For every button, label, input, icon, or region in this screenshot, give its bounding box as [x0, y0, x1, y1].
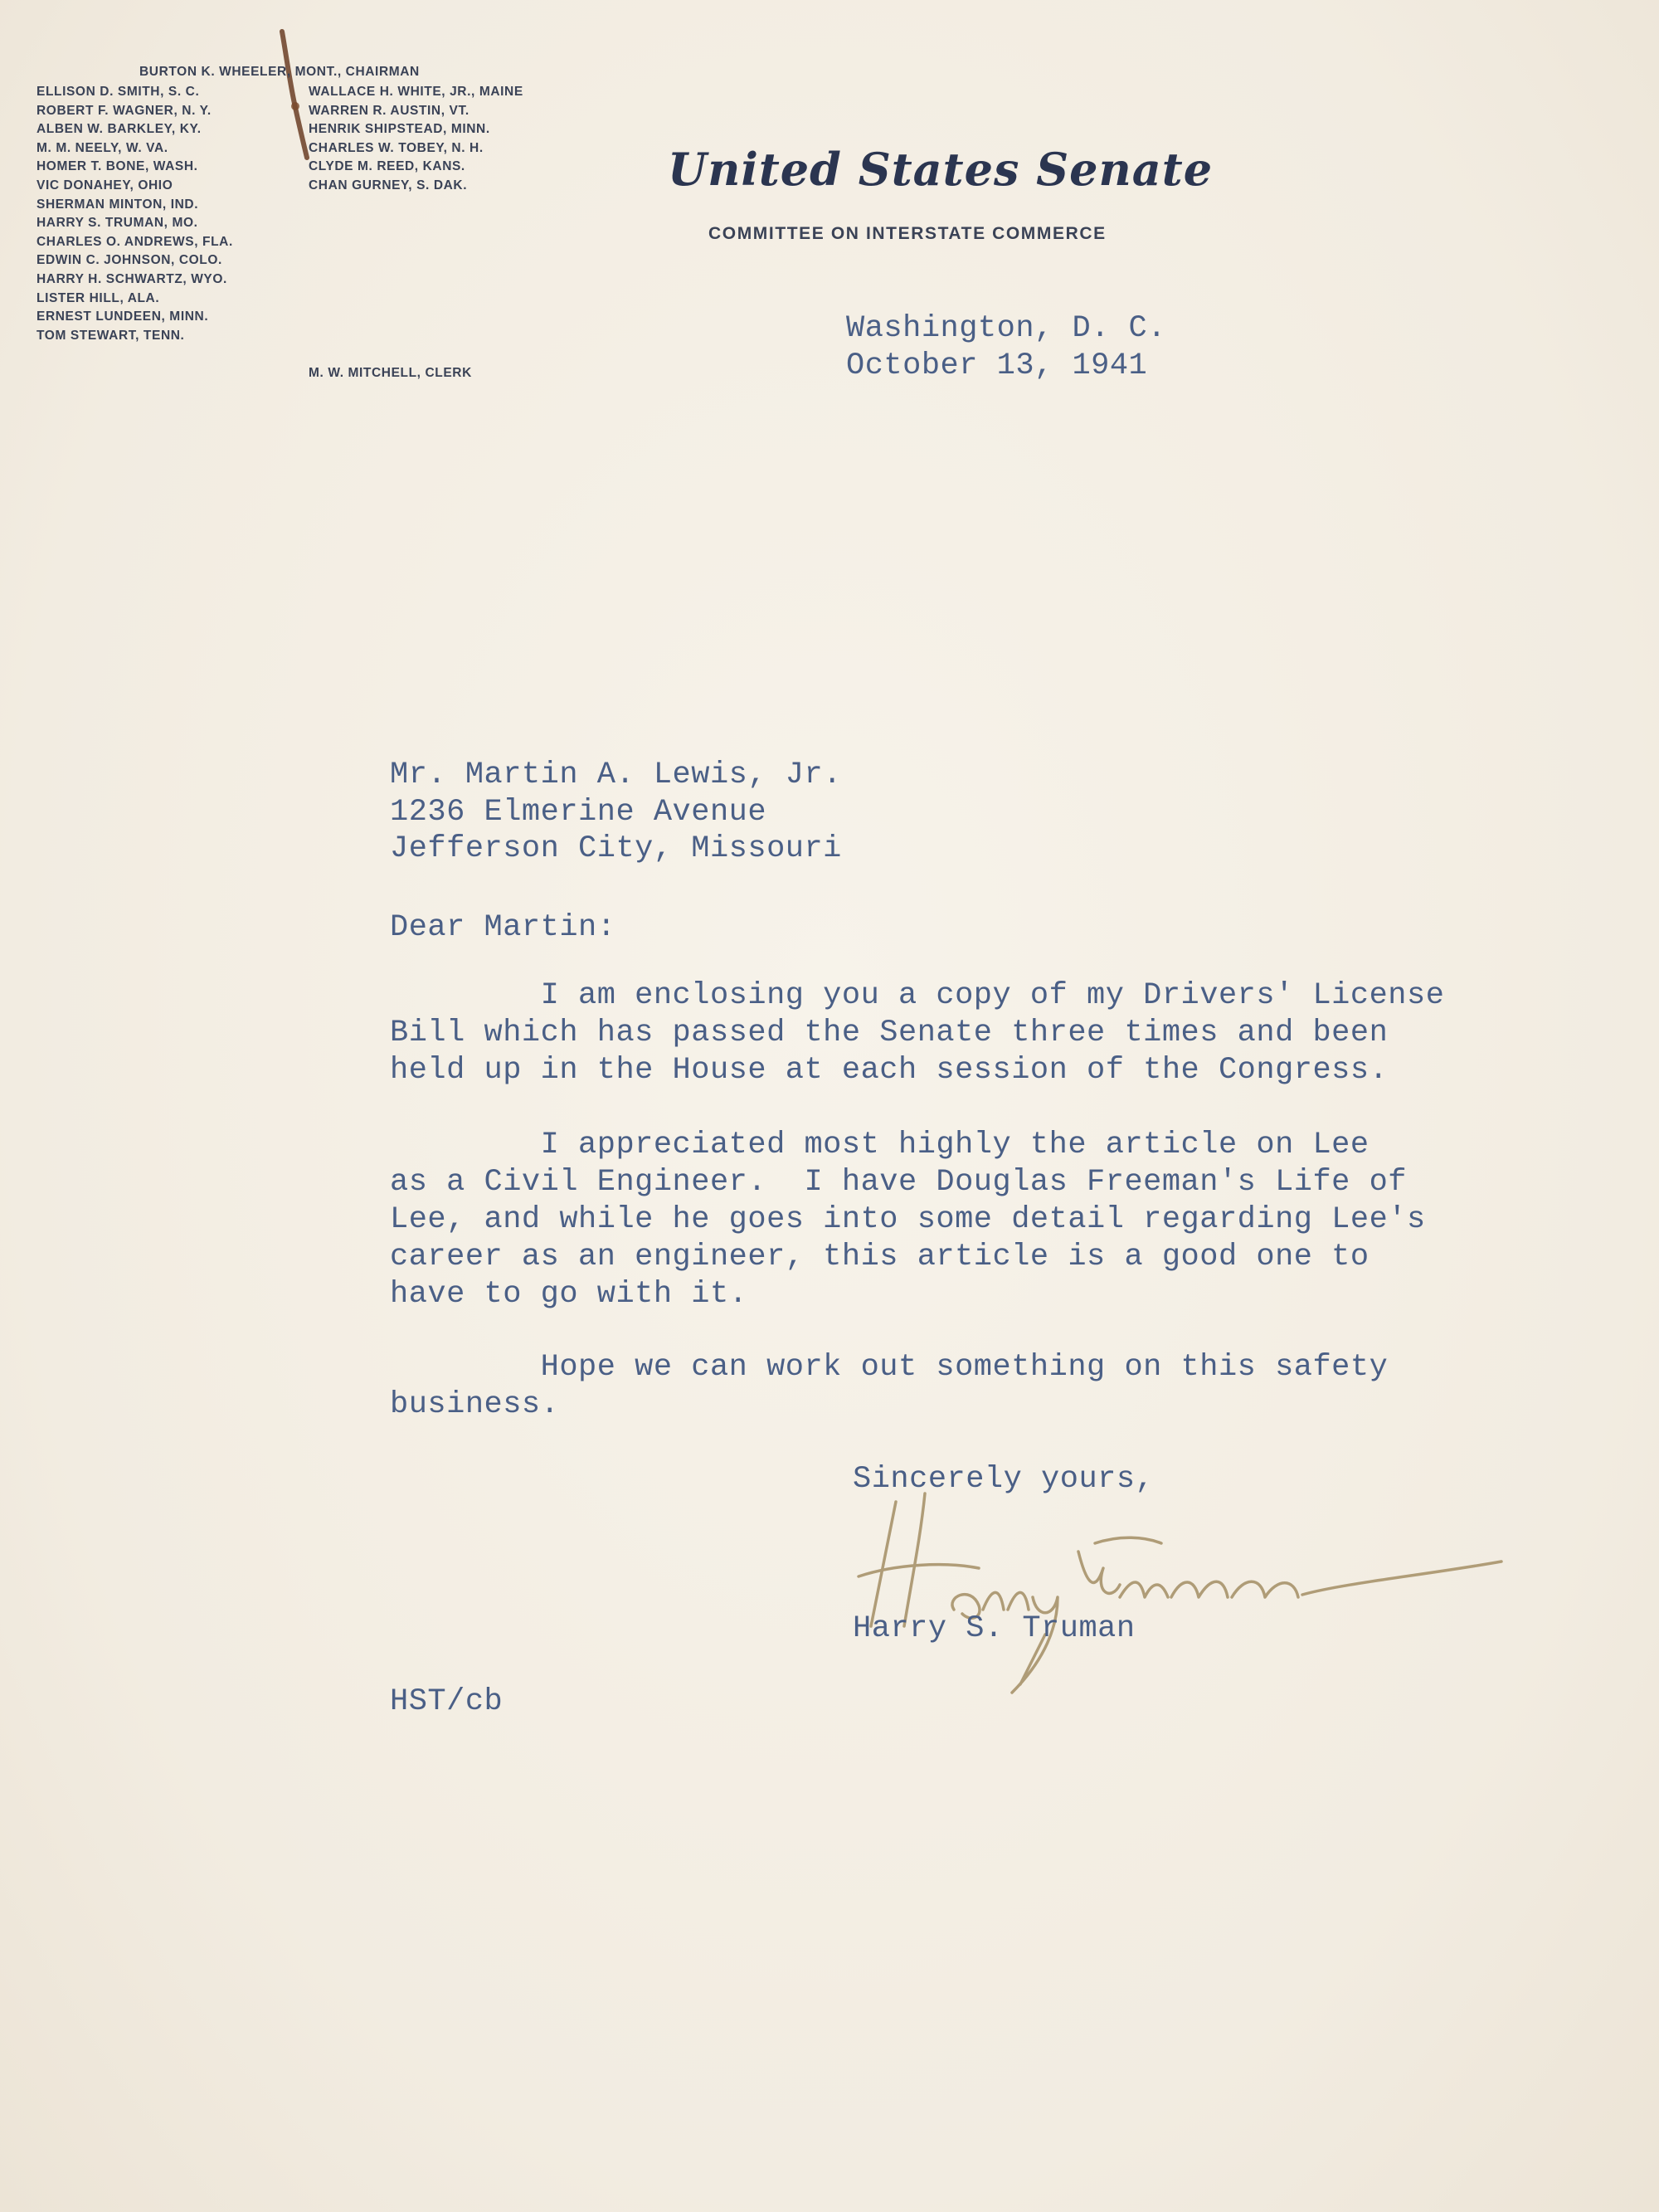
- member-name: LISTER HILL, ALA.: [36, 290, 160, 305]
- member-name: TOM STEWART, TENN.: [36, 328, 185, 343]
- salutation: Dear Martin:: [390, 910, 616, 945]
- recipient-line: Jefferson City, Missouri: [390, 831, 842, 866]
- letterhead-title: United States Senate: [668, 143, 1214, 196]
- body-line: held up in the House at each session of the Congress.: [390, 1053, 1389, 1088]
- body-line: business.: [390, 1387, 560, 1422]
- member-name: SHERMAN MINTON, IND.: [36, 197, 199, 212]
- reference-initials: HST/cb: [390, 1684, 504, 1719]
- body-line: career as an engineer, this article is a good one to: [390, 1240, 1370, 1274]
- member-name: HARRY S. TRUMAN, MO.: [36, 216, 198, 231]
- member-name: CHARLES W. TOBEY, N. H.: [309, 140, 484, 155]
- member-name: CHARLES O. ANDREWS, FLA.: [36, 234, 233, 249]
- body-paragraph-3: [390, 1349, 1388, 1424]
- dateline-date: October 13, 1941: [846, 348, 1148, 383]
- committee-members-right: [309, 83, 523, 196]
- member-name: VIC DONAHEY, OHIO: [36, 178, 173, 192]
- body-line: I am enclosing you a copy of my Drivers' License: [390, 978, 1445, 1013]
- member-name: ROBERT F. WAGNER, N. Y.: [36, 103, 212, 118]
- handwritten-signature: [846, 1485, 1510, 1701]
- member-name: WARREN R. AUSTIN, VT.: [309, 103, 469, 118]
- member-name: HOMER T. BONE, WASH.: [36, 159, 198, 174]
- body-line: have to go with it.: [390, 1277, 748, 1312]
- member-name: CLYDE M. REED, KANS.: [309, 159, 465, 174]
- dateline: [846, 310, 1166, 385]
- body-line: I appreciated most highly the article on Lee: [390, 1128, 1370, 1162]
- body-line: Hope we can work out something on this safety: [390, 1350, 1389, 1385]
- dateline-place: Washington, D. C.: [846, 311, 1166, 346]
- body-line: as a Civil Engineer. I have Douglas Freeman's Life of: [390, 1165, 1407, 1200]
- committee-members-left: [36, 83, 233, 345]
- committee-chairman: BURTON K. WHEELER, MONT., CHAIRMAN: [139, 65, 420, 79]
- committee-name: COMMITTEE ON INTERSTATE COMMERCE: [708, 224, 1107, 243]
- committee-clerk: M. W. MITCHELL, CLERK: [309, 366, 472, 380]
- body-line: Bill which has passed the Senate three times and been: [390, 1016, 1389, 1050]
- body-line: Lee, and while he goes into some detail regarding Lee's: [390, 1202, 1426, 1237]
- member-name: ALBEN W. BARKLEY, KY.: [36, 122, 202, 137]
- recipient-address: [390, 757, 842, 868]
- recipient-line: Mr. Martin A. Lewis, Jr.: [390, 758, 842, 792]
- closing: Sincerely yours,: [853, 1462, 1155, 1497]
- body-paragraph-2: [390, 1127, 1426, 1313]
- member-name: HARRY H. SCHWARTZ, WYO.: [36, 271, 227, 286]
- member-name: WALLACE H. WHITE, JR., MAINE: [309, 85, 523, 99]
- member-name: ERNEST LUNDEEN, MINN.: [36, 309, 209, 324]
- member-name: CHAN GURNEY, S. DAK.: [309, 178, 468, 192]
- member-name: HENRIK SHIPSTEAD, MINN.: [309, 122, 490, 137]
- body-paragraph-1: [390, 977, 1444, 1089]
- member-name: M. M. NEELY, W. VA.: [36, 140, 168, 155]
- member-name: EDWIN C. JOHNSON, COLO.: [36, 253, 222, 268]
- member-name: ELLISON D. SMITH, S. C.: [36, 85, 200, 99]
- recipient-line: 1236 Elmerine Avenue: [390, 794, 767, 830]
- signer-name: Harry S. Truman: [853, 1611, 1136, 1646]
